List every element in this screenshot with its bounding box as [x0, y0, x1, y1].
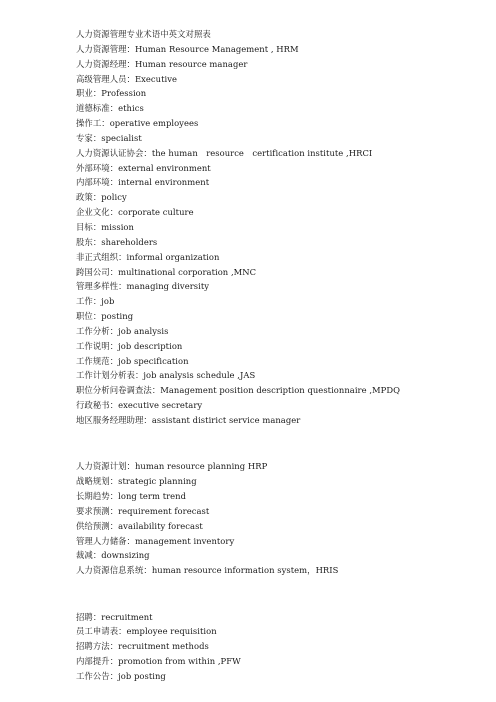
- term-line: 外部环境：external environment: [76, 162, 211, 173]
- term-line: 供给预测：availability forecast: [76, 520, 203, 531]
- section-recruitment: [76, 610, 476, 684]
- term-line: 非正式组织：informal organization: [76, 251, 220, 262]
- term-line: 人力资源管理：Human Resource Management , HRM: [76, 43, 299, 54]
- term-line: 内部提升：promotion from within ,PFW: [76, 656, 241, 667]
- term-line: 员工申请表：employee requisition: [76, 626, 217, 637]
- term-line: 职位：posting: [76, 311, 134, 322]
- term-line: 跨国公司：multinational corporation ,MNC: [76, 266, 257, 277]
- term-line: 地区服务经理助理：assistant distirict service manager: [76, 414, 301, 425]
- term-line: 道德标准：ethics: [76, 103, 144, 114]
- term-line: 长期趋势：long term trend: [76, 490, 187, 501]
- section-spacer: [76, 428, 476, 460]
- document-body: [76, 27, 476, 684]
- term-line: 企业文化：corporate culture: [76, 207, 194, 218]
- term-line: 战略规划：strategic planning: [76, 476, 197, 487]
- term-line: 目标：mission: [76, 221, 134, 232]
- term-line: 股东：shareholders: [76, 236, 158, 247]
- term-line: 职位分析问卷调查法：Management position description questionnaire ,MPDQ: [76, 385, 401, 396]
- term-line: 专家：specialist: [76, 132, 142, 143]
- section-hrm-basics: [76, 42, 476, 428]
- term-line: 人力资源经理：Human resource manager: [76, 58, 248, 69]
- term-line: 招聘方法：recruitment methods: [76, 641, 209, 652]
- term-line: 工作分析：job analysis: [76, 325, 169, 336]
- term-line: 工作规范：job specification: [76, 355, 189, 366]
- term-line: 人力资源认证协会：the human resource certification institute ,HRCI: [76, 147, 373, 158]
- section-hr-planning: [76, 459, 476, 578]
- term-line: 工作说明：job description: [76, 340, 183, 351]
- term-line: 职业：Profession: [76, 88, 147, 99]
- term-line: 工作计划分析表：job analysis schedule ,JAS: [76, 370, 256, 381]
- term-line: 操作工：operative employees: [76, 118, 199, 129]
- term-line: 管理多样性：managing diversity: [76, 281, 210, 292]
- term-line: 裁减：downsizing: [76, 550, 150, 561]
- term-line: 内部环境：internal environment: [76, 177, 210, 188]
- term-line: 管理人力储备：management inventory: [76, 535, 235, 546]
- term-line: 人力资源信息系统：human resource information system，HRIS: [76, 565, 339, 576]
- term-line: 行政秘书：executive secretary: [76, 400, 203, 411]
- term-line: 招聘：recruitment: [76, 611, 153, 622]
- term-line: 政策：policy: [76, 192, 127, 203]
- term-line: 高级管理人员：Executive: [76, 73, 178, 84]
- section-spacer: [76, 578, 476, 610]
- term-line: 工作：job: [76, 296, 115, 307]
- term-line: 人力资源计划：human resource planning HRP: [76, 461, 268, 472]
- document-title: 人力资源管理专业术语中英文对照表: [76, 29, 211, 39]
- term-line: 要求预测：requirement forecast: [76, 505, 210, 516]
- term-line: 工作公告：job posting: [76, 670, 166, 681]
